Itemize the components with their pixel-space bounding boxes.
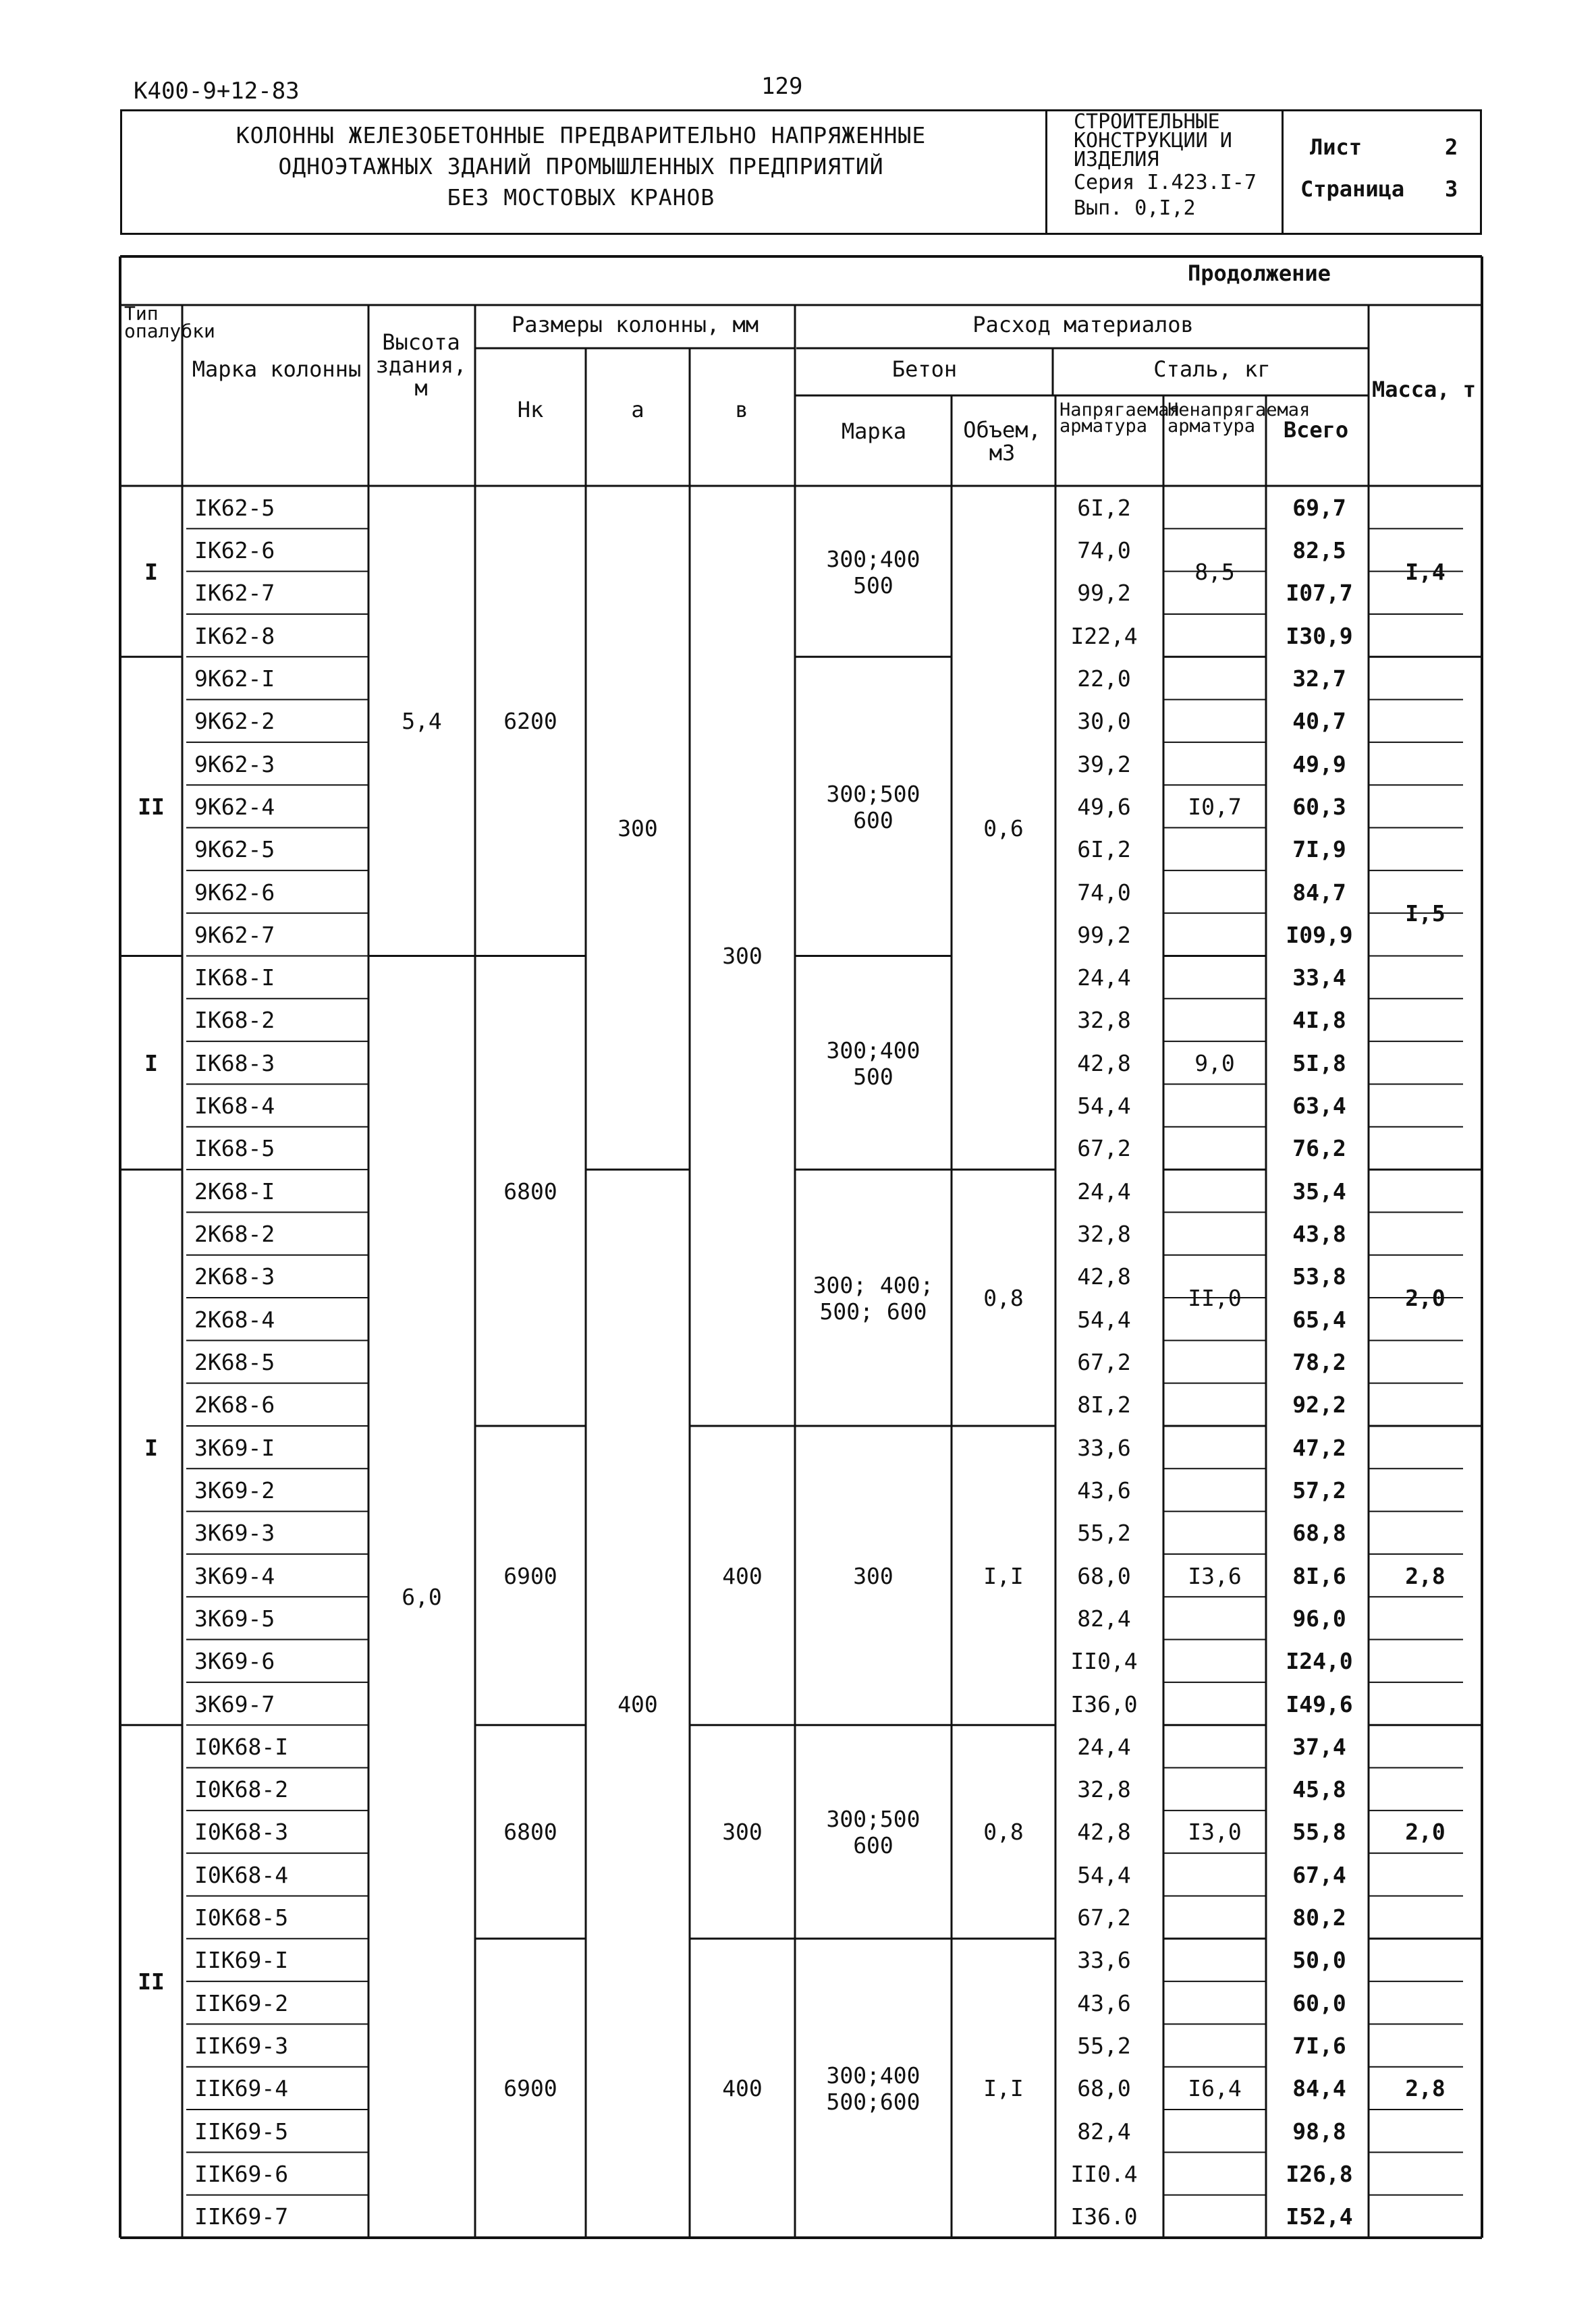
group-cmark: 300;500 600 — [826, 1806, 920, 1859]
total-steel: 4I,8 — [1292, 1007, 1346, 1034]
column-mark: 9К62-7 — [194, 921, 275, 948]
group-hk: 6200 — [503, 708, 557, 735]
document-code: К400-9+12-83 — [134, 78, 300, 105]
group-type: II — [138, 1968, 165, 1995]
header-mark: Марка колонны — [192, 356, 362, 382]
group-nonpre: 8,5 — [1194, 558, 1235, 585]
total-steel: 68,8 — [1292, 1520, 1346, 1547]
prestressed-steel: 54,4 — [1077, 1861, 1131, 1888]
header-a: а — [631, 397, 644, 422]
total-steel: 32,7 — [1292, 665, 1346, 692]
prestressed-steel: 42,8 — [1077, 1263, 1131, 1290]
group-vol: 0,6 — [983, 815, 1024, 842]
column-mark: IК68-3 — [194, 1049, 275, 1076]
total-steel: 57,2 — [1292, 1477, 1346, 1504]
header-prestressed: Напрягаемая арматура — [1060, 400, 1180, 437]
group-hk: 6800 — [503, 1819, 557, 1846]
column-mark: 3К69-4 — [194, 1562, 275, 1589]
column-mark: IК68-I — [194, 964, 275, 991]
group-height: 5,4 — [402, 708, 442, 735]
total-steel: 82,5 — [1292, 536, 1346, 563]
prestressed-steel: 6I,2 — [1077, 836, 1131, 863]
sheet-label: Лист — [1310, 134, 1363, 160]
group-mass: 2,0 — [1405, 1819, 1446, 1846]
header-b: в — [735, 397, 748, 422]
column-mark: IIК69-6 — [194, 2161, 289, 2188]
total-steel: 5I,8 — [1292, 1049, 1346, 1076]
group-hk: 6800 — [503, 1178, 557, 1205]
total-steel: I26,8 — [1286, 2161, 1353, 2188]
total-steel: 40,7 — [1292, 708, 1346, 735]
header-concrete: Бетон — [891, 356, 958, 382]
group-nonpre: I0,7 — [1188, 793, 1242, 820]
series-line: СТРОИТЕЛЬНЫЕ — [1074, 110, 1220, 134]
header-height: Высота здания, м — [375, 329, 467, 401]
prestressed-steel: 33,6 — [1077, 1434, 1131, 1461]
total-steel: 43,8 — [1292, 1221, 1346, 1248]
series-line: КОНСТРУКЦИИ И — [1074, 129, 1232, 153]
header-mass: Масса, т — [1371, 377, 1477, 402]
column-mark: 9К62-I — [194, 665, 275, 692]
prestressed-steel: 8I,2 — [1077, 1392, 1131, 1418]
group-nonpre: I3,6 — [1188, 1562, 1242, 1589]
prestressed-steel: 82,4 — [1077, 1605, 1131, 1632]
column-mark: IК68-5 — [194, 1135, 275, 1162]
column-mark: 9К62-3 — [194, 750, 275, 777]
header-nonprestressed: Ненапрягаемая арматура — [1167, 400, 1311, 437]
column-mark: IIК69-I — [194, 1947, 289, 1974]
group-nonpre: II,0 — [1188, 1285, 1242, 1312]
series-line: ИЗДЕЛИЯ — [1074, 148, 1159, 171]
prestressed-steel: I36.0 — [1070, 2203, 1138, 2230]
group-mass: 2,8 — [1405, 2075, 1446, 2102]
group-b: 300 — [722, 943, 763, 970]
series-line: Серия I.423.I-7 — [1074, 171, 1257, 194]
prestressed-steel: 32,8 — [1077, 1007, 1131, 1034]
group-cmark: 300;400 500;600 — [826, 2062, 920, 2116]
header-hk: Нк — [517, 397, 544, 422]
column-mark: IК62-5 — [194, 494, 275, 521]
total-steel: 45,8 — [1292, 1776, 1346, 1803]
prestressed-steel: 42,8 — [1077, 1049, 1131, 1076]
total-steel: I52,4 — [1286, 2203, 1353, 2230]
continuation-label: Продолжение — [1188, 260, 1331, 286]
prestressed-steel: 24,4 — [1077, 964, 1131, 991]
total-steel: 84,7 — [1292, 879, 1346, 906]
group-type: I — [144, 558, 158, 585]
column-mark: IК68-2 — [194, 1007, 275, 1034]
group-vol: 0,8 — [983, 1285, 1024, 1312]
group-cmark: 300;500 600 — [826, 780, 920, 833]
group-cmark: 300;400 500 — [826, 545, 920, 599]
header-type: Тип опалубки — [124, 302, 215, 342]
column-mark: 3К69-5 — [194, 1605, 275, 1632]
total-steel: 80,2 — [1292, 1904, 1346, 1931]
column-mark: 3К69-7 — [194, 1690, 275, 1717]
prestressed-steel: II0,4 — [1070, 1648, 1138, 1675]
prestressed-steel: 67,2 — [1077, 1904, 1131, 1931]
total-steel: I09,9 — [1286, 921, 1353, 948]
column-mark: IК62-6 — [194, 536, 275, 563]
column-mark: 2К68-6 — [194, 1392, 275, 1418]
group-b: 400 — [722, 2075, 763, 2102]
total-steel: 35,4 — [1292, 1178, 1346, 1205]
group-cmark: 300 — [853, 1562, 893, 1589]
total-steel: 96,0 — [1292, 1605, 1346, 1632]
column-mark: IIК69-7 — [194, 2203, 289, 2230]
prestressed-steel: 49,6 — [1077, 793, 1131, 820]
group-mass: I,5 — [1405, 900, 1446, 927]
column-mark: I0К68-2 — [194, 1776, 289, 1803]
page-label: Страница — [1300, 176, 1405, 202]
column-mark: 3К69-2 — [194, 1477, 275, 1504]
prestressed-steel: 82,4 — [1077, 2118, 1131, 2145]
total-steel: I07,7 — [1286, 580, 1353, 607]
prestressed-steel: 54,4 — [1077, 1306, 1131, 1333]
group-type: I — [144, 1434, 158, 1461]
column-mark: IIК69-4 — [194, 2075, 289, 2102]
group-type: I — [144, 1049, 158, 1076]
column-mark: 3К69-3 — [194, 1520, 275, 1547]
column-mark: IIК69-5 — [194, 2118, 289, 2145]
group-a: 400 — [617, 1690, 658, 1717]
prestressed-steel: 22,0 — [1077, 665, 1131, 692]
prestressed-steel: 74,0 — [1077, 536, 1131, 563]
header-dims: Размеры колонны, мм — [511, 312, 759, 337]
group-nonpre: 9,0 — [1194, 1049, 1235, 1076]
prestressed-steel: 68,0 — [1077, 1562, 1131, 1589]
column-mark: 9К62-4 — [194, 793, 275, 820]
column-mark: I0К68-I — [194, 1733, 289, 1760]
group-nonpre: I3,0 — [1188, 1819, 1242, 1846]
column-mark: 9К62-6 — [194, 879, 275, 906]
group-nonpre: I6,4 — [1188, 2075, 1242, 2102]
total-steel: 47,2 — [1292, 1434, 1346, 1461]
total-steel: 8I,6 — [1292, 1562, 1346, 1589]
total-steel: 37,4 — [1292, 1733, 1346, 1760]
column-mark: 3К69-I — [194, 1434, 275, 1461]
title-line: БЕЗ МОСТОВЫХ КРАНОВ — [447, 184, 715, 211]
total-steel: 67,4 — [1292, 1861, 1346, 1888]
column-mark: IК62-7 — [194, 580, 275, 607]
prestressed-steel: 6I,2 — [1077, 494, 1131, 521]
total-steel: 7I,9 — [1292, 836, 1346, 863]
total-steel: 49,9 — [1292, 750, 1346, 777]
prestressed-steel: 39,2 — [1077, 750, 1131, 777]
prestressed-steel: I22,4 — [1070, 622, 1138, 649]
total-steel: 7I,6 — [1292, 2033, 1346, 2060]
column-mark: 2К68-I — [194, 1178, 275, 1205]
prestressed-steel: 30,0 — [1077, 708, 1131, 735]
prestressed-steel: 54,4 — [1077, 1093, 1131, 1120]
group-mass: 2,8 — [1405, 1562, 1446, 1589]
prestressed-steel: 42,8 — [1077, 1819, 1131, 1846]
prestressed-steel: 67,2 — [1077, 1135, 1131, 1162]
total-steel: 60,0 — [1292, 1989, 1346, 2016]
column-mark: IIК69-2 — [194, 1989, 289, 2016]
total-steel: I49,6 — [1286, 1690, 1353, 1717]
prestressed-steel: II0.4 — [1070, 2161, 1138, 2188]
prestressed-steel: 32,8 — [1077, 1776, 1131, 1803]
total-steel: 50,0 — [1292, 1947, 1346, 1974]
prestressed-steel: 74,0 — [1077, 879, 1131, 906]
column-mark: I0К68-3 — [194, 1819, 289, 1846]
prestressed-steel: 55,2 — [1077, 1520, 1131, 1547]
group-vol: I,I — [983, 2075, 1024, 2102]
column-mark: I0К68-5 — [194, 1904, 289, 1931]
total-steel: 55,8 — [1292, 1819, 1346, 1846]
title-line: ОДНОЭТАЖНЫХ ЗДАНИЙ ПРОМЫШЛЕННЫХ ПРЕДПРИЯТИЙ — [278, 153, 884, 180]
page-value: 3 — [1445, 176, 1458, 202]
header-volume: Объем, м3 — [963, 417, 1041, 466]
total-steel: 63,4 — [1292, 1093, 1346, 1120]
header-materials: Расход материалов — [972, 312, 1194, 337]
column-mark: 9К62-2 — [194, 708, 275, 735]
column-mark: 2К68-2 — [194, 1221, 275, 1248]
group-vol: 0,8 — [983, 1819, 1024, 1846]
prestressed-steel: 24,4 — [1077, 1733, 1131, 1760]
prestressed-steel: 43,6 — [1077, 1477, 1131, 1504]
title-line: КОЛОННЫ ЖЕЛЕЗОБЕТОННЫЕ ПРЕДВАРИТЕЛЬНО НАПРЯЖЕННЫЕ — [236, 122, 927, 148]
prestressed-steel: 68,0 — [1077, 2075, 1131, 2102]
page-number: 129 — [761, 73, 803, 100]
header-steel: Сталь, кг — [1153, 356, 1271, 382]
total-steel: 33,4 — [1292, 964, 1346, 991]
prestressed-steel: 33,6 — [1077, 1947, 1131, 1974]
group-hk: 6900 — [503, 2075, 557, 2102]
column-mark: 3К69-6 — [194, 1648, 275, 1675]
header-total: Всего — [1283, 417, 1349, 443]
sheet-value: 2 — [1445, 134, 1458, 160]
group-mass: I,4 — [1405, 558, 1446, 585]
group-mass: 2,0 — [1405, 1285, 1446, 1312]
prestressed-steel: 99,2 — [1077, 921, 1131, 948]
total-steel: 53,8 — [1292, 1263, 1346, 1290]
total-steel: 92,2 — [1292, 1392, 1346, 1418]
prestressed-steel: 43,6 — [1077, 1989, 1131, 2016]
group-hk: 6900 — [503, 1562, 557, 1589]
group-type: II — [138, 793, 165, 820]
series-line: Вып. 0,I,2 — [1074, 196, 1196, 220]
total-steel: 84,4 — [1292, 2075, 1346, 2102]
column-mark: 9К62-5 — [194, 836, 275, 863]
group-cmark: 300; 400; 500; 600 — [813, 1272, 934, 1325]
prestressed-steel: 99,2 — [1077, 580, 1131, 607]
group-cmark: 300;400 500 — [826, 1037, 920, 1090]
prestressed-steel: 67,2 — [1077, 1349, 1131, 1375]
group-height: 6,0 — [402, 1584, 442, 1611]
column-mark: IК62-8 — [194, 622, 275, 649]
total-steel: 98,8 — [1292, 2118, 1346, 2145]
prestressed-steel: 55,2 — [1077, 2033, 1131, 2060]
group-b: 400 — [722, 1562, 763, 1589]
total-steel: 60,3 — [1292, 793, 1346, 820]
group-vol: I,I — [983, 1562, 1024, 1589]
total-steel: I24,0 — [1286, 1648, 1353, 1675]
column-mark: 2К68-5 — [194, 1349, 275, 1375]
column-mark: IIК69-3 — [194, 2033, 289, 2060]
total-steel: 78,2 — [1292, 1349, 1346, 1375]
group-a: 300 — [617, 815, 658, 842]
total-steel: I30,9 — [1286, 622, 1353, 649]
prestressed-steel: 32,8 — [1077, 1221, 1131, 1248]
column-mark: 2К68-4 — [194, 1306, 275, 1333]
prestressed-steel: 24,4 — [1077, 1178, 1131, 1205]
header-concrete-mark: Марка — [841, 418, 907, 444]
column-mark: 2К68-3 — [194, 1263, 275, 1290]
column-mark: IК68-4 — [194, 1093, 275, 1120]
total-steel: 76,2 — [1292, 1135, 1346, 1162]
total-steel: 69,7 — [1292, 494, 1346, 521]
total-steel: 65,4 — [1292, 1306, 1346, 1333]
group-b: 300 — [722, 1819, 763, 1846]
column-mark: I0К68-4 — [194, 1861, 289, 1888]
prestressed-steel: I36,0 — [1070, 1690, 1138, 1717]
